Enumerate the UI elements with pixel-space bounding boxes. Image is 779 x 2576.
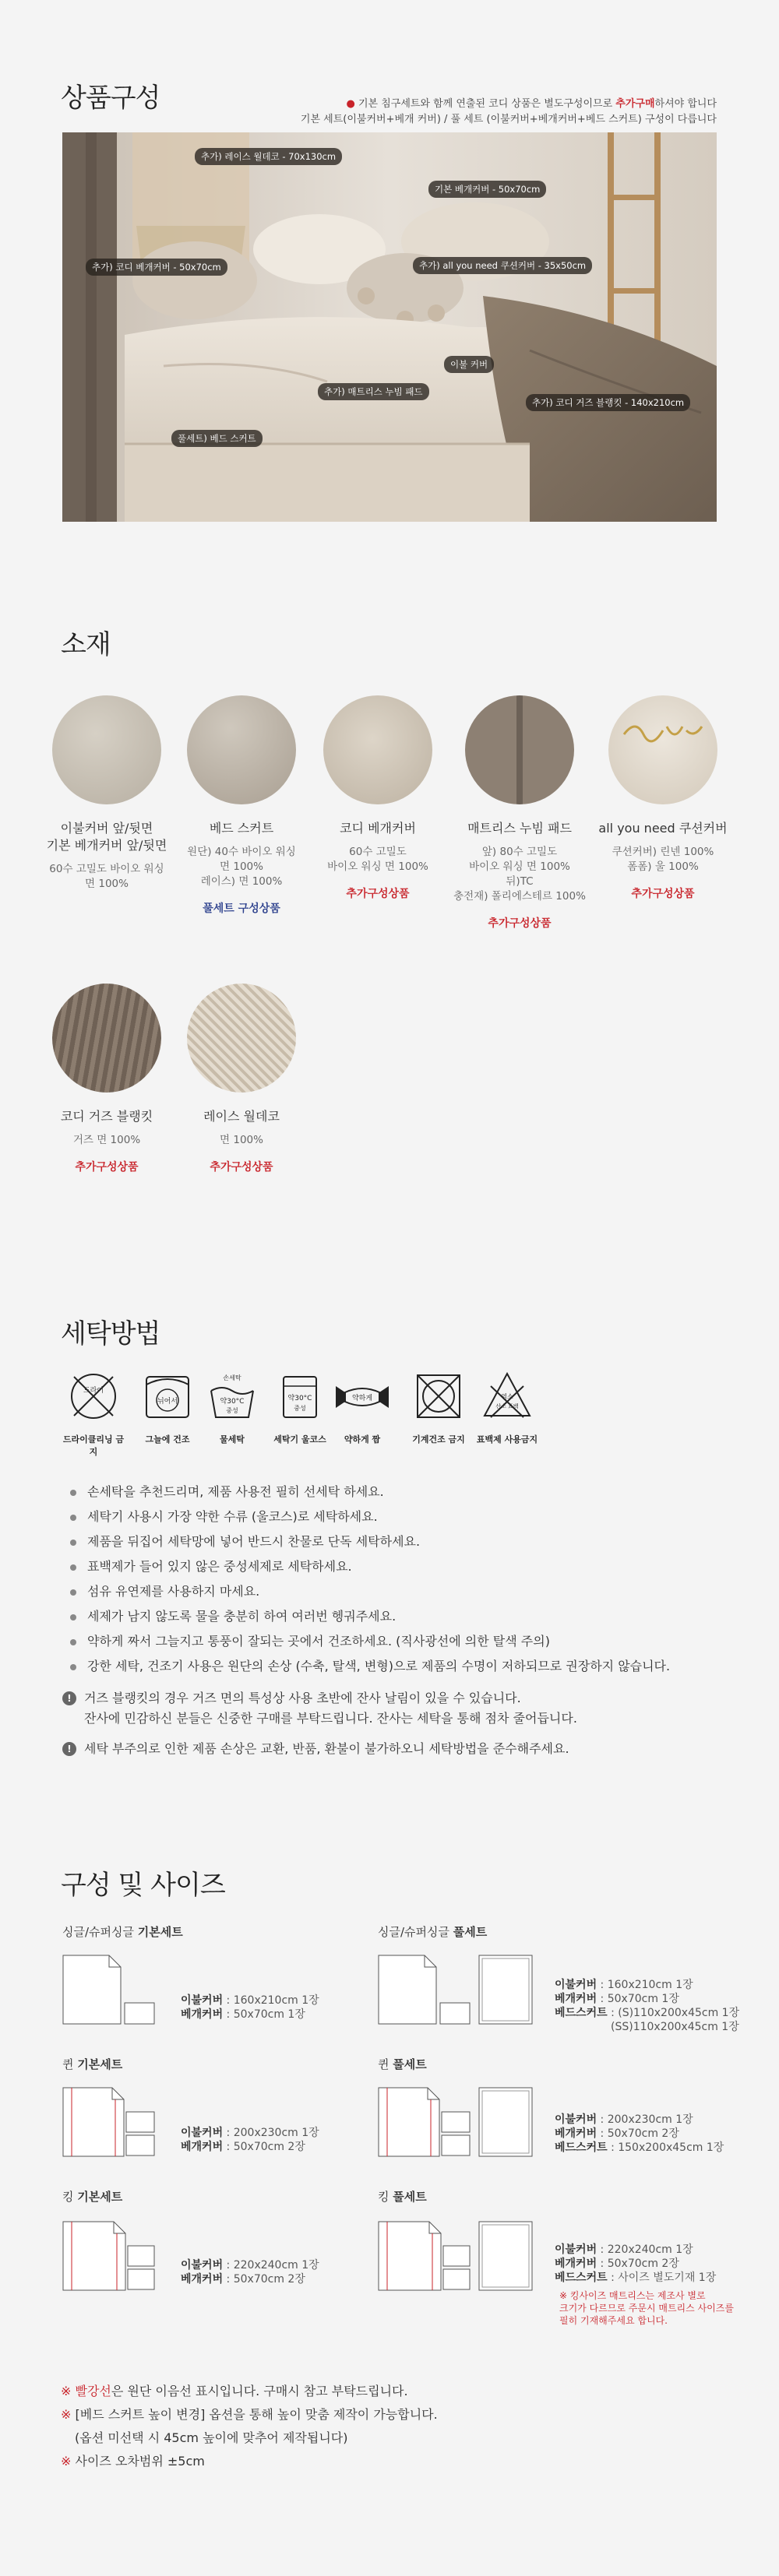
no-tumble-dry-icon <box>411 1369 466 1423</box>
material-name: 이불커버 앞/뒷면 <box>60 821 153 836</box>
bedding-photo <box>62 132 717 522</box>
hand-wash-icon <box>205 1369 259 1423</box>
queen-full-diagram <box>378 2087 534 2157</box>
photo-tag-bed-skirt: 풀세트) 베드 스커트 <box>171 430 263 447</box>
washing-title: 세탁방법 <box>61 1318 160 1350</box>
single-basic-diagram <box>62 1955 156 2025</box>
svg-text:염소: 염소 <box>501 1393 513 1400</box>
wash-icon-label: 그늘에 건조 <box>145 1434 190 1445</box>
wash-icon-item <box>269 1369 331 1445</box>
material-desc: 원단) 40수 바이오 워싱 면 100% 레이스) 면 100% <box>187 846 296 888</box>
composition-title: 상품구성 <box>61 83 160 114</box>
note-line2: 기본 세트(이불커버+베개 커버) / 풀 세트 (이불커버+베개커버+베드 스커트) 구성이 다릅니다 <box>300 114 717 125</box>
material-desc: 60수 고밀도 바이오 워싱 면 100% <box>327 846 428 873</box>
list-item: 제품을 뒤집어 세탁망에 넣어 반드시 찬물로 단독 세탁하세요. <box>70 1529 724 1554</box>
photo-tag-basic-pillowcase: 기본 베개커버 - 50x70cm <box>428 181 546 198</box>
wash-icon-label: 물세탁 <box>220 1434 245 1445</box>
svg-text:약30°C: 약30°C <box>287 1395 312 1402</box>
svg-text:중성: 중성 <box>294 1405 306 1412</box>
list-item: 섬유 유연제를 사용하지 마세요. <box>70 1579 724 1604</box>
king-size-note: ※ 킹사이즈 매트리스는 제조사 별로 크기가 다르므로 주문시 매트리스 사이즈를 필히 기재해주세요 합니다. <box>559 2290 734 2326</box>
wash-icon-item <box>476 1369 538 1445</box>
composition-note <box>301 97 717 128</box>
note-line1-red: 추가구매 <box>615 98 655 110</box>
gauze-blanket-swatch <box>52 984 161 1093</box>
material-desc: 거즈 면 100% <box>72 1134 141 1146</box>
wash-icon-item <box>331 1369 393 1445</box>
codi-pillowcase-swatch <box>323 695 432 804</box>
material-badge: 추가구성상품 <box>631 888 695 900</box>
wash-icon-item <box>407 1369 470 1445</box>
wash-icon-label: 세탁기 울코스 <box>273 1434 326 1445</box>
list-item: 강한 세탁, 건조기 사용은 원단의 손상 (수축, 탈색, 변형)으로 제품의 수명이 저하되므로 권장하지 않습니다. <box>70 1654 724 1679</box>
svg-text:약하게: 약하게 <box>351 1395 373 1402</box>
material-badge: 추가구성상품 <box>488 917 552 930</box>
material-name-2: 기본 베개커버 앞/뒷면 <box>46 838 167 853</box>
notice-line: 세탁 부주의로 인한 제품 손상은 교환, 반품, 환불이 불가하오니 세탁방법을 준수해주세요. <box>84 1741 569 1756</box>
gauze-notice <box>62 1688 577 1729</box>
size-block-title: 킹 기본세트 <box>62 2190 123 2204</box>
wash-icon-label: 기계건조 금지 <box>412 1434 465 1445</box>
photo-tag-codi-pillowcase: 추가) 코디 베개커버 - 50x70cm <box>86 259 227 276</box>
seam-line-label: ※ 빨강선 <box>61 2384 111 2398</box>
list-item: 손세탁을 추천드리며, 제품 사용전 필히 선세탁 하세요. <box>70 1480 724 1504</box>
sizes-title: 구성 및 사이즈 <box>61 1870 225 1901</box>
size-spec: 이불커버 : 160x210cm 1장 베개커버 : 50x70cm 1장 <box>181 1994 319 2021</box>
list-item: 세탁기 사용시 가장 약한 수류 (울코스)로 세탁하세요. <box>70 1504 724 1529</box>
info-icon: ! <box>62 1742 76 1756</box>
material-name: 코디 거즈 블랭킷 <box>60 1109 153 1124</box>
material-item <box>41 984 173 1174</box>
wash-icon-item <box>136 1369 199 1445</box>
material-badge: 풀세트 구성상품 <box>203 903 280 915</box>
size-spec: 이불커버 : 200x230cm 1장 베개커버 : 50x70cm 2장 <box>181 2127 319 2153</box>
damage-notice <box>62 1739 569 1759</box>
wash-icon-label: 약하게 짬 <box>344 1434 381 1445</box>
material-badge: 추가구성상품 <box>75 1161 139 1174</box>
queen-basic-diagram <box>62 2087 156 2157</box>
material-desc: 앞) 80수 고밀도 바이오 워싱 면 100% 뒤)TC 충전재) 폴리에스테르 100% <box>453 846 586 903</box>
note-line1-pre: 기본 침구세트와 함께 연출된 코디 상품은 별도구성이므로 <box>358 98 616 110</box>
svg-text:뉘어서: 뉘어서 <box>157 1398 178 1406</box>
material-desc: 60수 고밀도 바이오 워싱 면 100% <box>49 863 164 890</box>
size-spec: 이불커버 : 200x230cm 1장 베개커버 : 50x70cm 2장 베드스커트 : 150x200x45cm 1장 <box>555 2113 724 2154</box>
wash-icon-item <box>201 1369 263 1445</box>
svg-text:드라이: 드라이 <box>83 1387 104 1395</box>
list-item: 표백제가 들어 있지 않은 중성세제로 세탁하세요. <box>70 1554 724 1579</box>
gentle-wring-icon <box>331 1369 393 1423</box>
washing-rules-list <box>70 1480 724 1679</box>
material-badge: 추가구성상품 <box>346 888 410 900</box>
note-line1-post: 하셔야 합니다 <box>654 98 717 110</box>
size-block-title: 퀸 기본세트 <box>62 2057 123 2071</box>
shade-dry-icon <box>140 1369 195 1423</box>
notice-line: 잔사에 민감하신 분들은 신중한 구매를 부탁드립니다. 잔사는 세탁을 통해 점차 줄어듭니다. <box>84 1711 577 1726</box>
material-desc: 쿠션커버) 린넨 100% 폼폼) 울 100% <box>612 846 714 873</box>
material-name: 레이스 월데코 <box>203 1109 280 1124</box>
svg-text:약30°C: 약30°C <box>220 1398 245 1406</box>
single-full-diagram <box>378 1955 534 2025</box>
note-bullet-icon: ● <box>346 98 355 110</box>
svg-text:산소 표백: 산소 표백 <box>495 1403 519 1409</box>
material-badge: 추가구성상품 <box>210 1161 273 1174</box>
material-item <box>41 695 173 892</box>
size-footnotes: ※ 빨강선은 원단 이음선 표시입니다. 구매시 참고 부탁드립니다. ※ [베드 스커트 높이 변경] 옵션을 통해 높이 맞춤 제작이 가능합니다. (옵션 미선택 시 45cm 높이에 맞추어 제작됩니다) ※ 사이즈 오차범위 ±5cm <box>61 2384 438 2469</box>
svg-text:손세탁: 손세탁 <box>223 1374 241 1381</box>
material-item <box>175 695 308 916</box>
lace-walldeco-swatch <box>187 984 296 1093</box>
material-name: 베드 스커트 <box>209 821 274 836</box>
photo-tag-lace-walldeco: 추가) 레이스 월데코 - 70x130cm <box>195 148 342 165</box>
info-icon: ! <box>62 1691 76 1705</box>
photo-tag-cushion-cover: 추가) all you need 쿠션커버 - 35x50cm <box>413 257 592 274</box>
king-full-diagram <box>378 2221 534 2291</box>
list-item: 약하게 짜서 그늘지고 통풍이 잘되는 곳에서 건조하세요. (직사광선에 의한 탈색 주의) <box>70 1629 724 1654</box>
no-dryclean-icon <box>66 1369 121 1423</box>
wash-icon-item <box>62 1369 125 1458</box>
embroidery-script-icon <box>608 695 717 804</box>
notice-line: 거즈 블랭킷의 경우 거즈 면의 특성상 사용 초반에 잔사 날림이 있을 수 있습니다. <box>84 1691 521 1705</box>
king-basic-diagram <box>62 2221 156 2291</box>
photo-tag-mattress-pad: 추가) 매트리스 누빔 패드 <box>318 383 429 400</box>
mattress-pad-swatch <box>465 695 574 804</box>
cushion-cover-swatch <box>608 695 717 804</box>
material-item <box>597 695 729 901</box>
material-item <box>453 695 586 931</box>
material-name: all you need 쿠션커버 <box>598 821 728 836</box>
size-spec: 이불커버 : 220x240cm 1장 베개커버 : 50x70cm 2장 <box>181 2259 319 2286</box>
material-name: 코디 베개커버 <box>340 821 416 836</box>
no-bleach-icon <box>480 1369 534 1423</box>
list-item: 세제가 남지 않도록 물을 충분히 하여 여러번 헹궈주세요. <box>70 1604 724 1629</box>
material-name: 매트리스 누빔 패드 <box>467 821 572 836</box>
size-block-title: 싱글/슈퍼싱글 풀세트 <box>378 1925 488 1939</box>
svg-text:중성: 중성 <box>226 1407 238 1414</box>
size-spec: 이불커버 : 160x210cm 1장 베개커버 : 50x70cm 1장 베드스커트 : (S)110x200x45cm 1장 (SS)110x200x45cm 1장 <box>555 1979 740 2033</box>
size-block-title: 퀸 풀세트 <box>378 2057 427 2071</box>
material-item <box>175 984 308 1174</box>
size-block-title: 킹 풀세트 <box>378 2190 427 2204</box>
material-item <box>312 695 444 901</box>
size-spec: 이불커버 : 220x240cm 1장 베개커버 : 50x70cm 2장 베드스커트 : 사이즈 별도기재 1장 <box>555 2243 717 2284</box>
machine-wool-icon <box>273 1369 327 1423</box>
material-desc: 면 100% <box>220 1134 263 1146</box>
wash-icon-label: 표백제 사용금지 <box>476 1434 538 1445</box>
size-block-title: 싱글/슈퍼싱글 기본세트 <box>62 1925 183 1939</box>
material-title: 소재 <box>61 629 111 660</box>
duvet-fabric-swatch <box>52 695 161 804</box>
bedroom-illustration <box>62 132 717 522</box>
photo-tag-gauze-blanket: 추가) 코디 거즈 블랭킷 - 140x210cm <box>526 394 690 411</box>
bed-skirt-lace-swatch <box>187 695 296 804</box>
wash-icon-label: 드라이클리닝 금지 <box>62 1434 125 1457</box>
photo-tag-duvet-cover: 이불 커버 <box>444 356 494 373</box>
